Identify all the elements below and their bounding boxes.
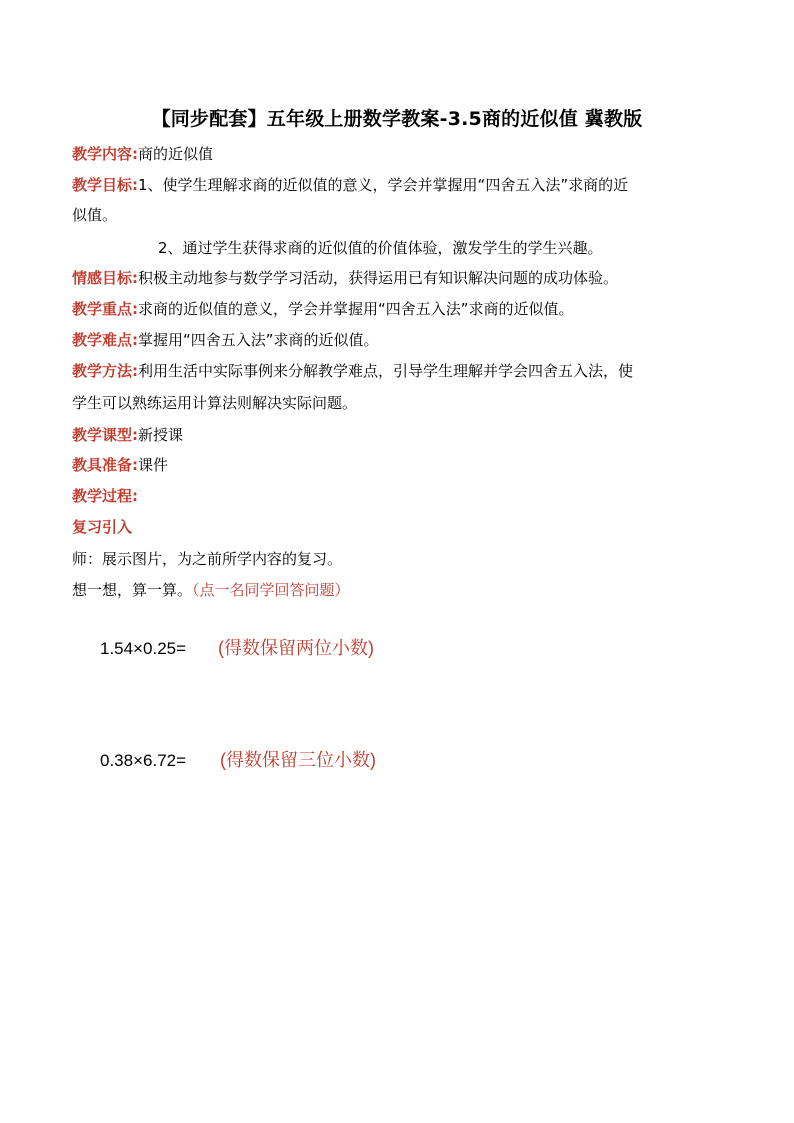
key-points-label: 教学重点: [72,300,138,318]
problem-1-expression: 1.54×0.25= [100,639,187,658]
think-text: 想一想，算一算。 [72,581,193,599]
page-title: 【同步配套】五年级上册数学教案-3.5商的近似值 冀教版 [151,108,643,130]
teaching-goals-label: 教学目标: [72,176,138,194]
difficulty-line [72,330,732,350]
teaching-content-text: 商的近似值 [138,145,214,163]
tools-line [72,455,732,475]
key-points-line [72,299,732,319]
tools-label: 教具准备: [72,456,138,474]
teaching-goals-text-2: 2、通过学生获得求商的近似值的价值体验，激发学生的学生兴趣。 [158,239,603,257]
teaching-goals-text-1: 1、使学生理解求商的近似值的意义，学会并掌握用“四舍五入法”求商的近 [138,176,629,194]
problem-2-note: (得数保留三位小数) [220,750,377,770]
emotion-goals-text: 积极主动地参与数学学习活动，获得运用已有知识解决问题的成功体验。 [138,269,619,287]
problem-2-expression: 0.38×6.72= [100,751,187,770]
teaching-content-label: 教学内容: [72,145,138,163]
process-line [72,486,732,506]
problem-1 [100,634,374,660]
tools-text: 课件 [138,456,169,474]
key-points-text: 求商的近似值的意义，学会并掌握用“四舍五入法”求商的近似值。 [138,300,574,318]
emotion-goals-line [72,268,732,288]
teaching-goals-continuation: 似值。 [72,206,118,224]
method-line [72,361,732,381]
method-text-1: 利用生活中实际事例来分解教学难点，引导学生理解并学会四舍五入法，使 [138,362,634,380]
teacher-line: 师：展示图片，为之前所学内容的复习。 [72,550,343,568]
problem-2 [100,746,376,772]
teaching-goals-line [72,175,732,195]
review-line [72,517,732,537]
method-label: 教学方法: [72,362,138,380]
teaching-content-line [72,144,732,164]
lesson-type-line [72,425,732,445]
method-continuation: 学生可以熟练运用计算法则解决实际问题。 [72,394,358,412]
review-label: 复习引入 [72,518,133,536]
problem-1-note: (得数保留两位小数) [218,638,375,658]
think-line [72,580,732,600]
emotion-goals-label: 情感目标: [72,269,138,287]
difficulty-text: 掌握用“四舍五入法”求商的近似值。 [138,331,379,349]
lesson-type-text: 新授课 [138,426,184,444]
lesson-type-label: 教学课型: [72,426,138,444]
think-note: （点一名同学回答问题） [192,581,350,599]
process-label: 教学过程: [72,487,138,505]
difficulty-label: 教学难点: [72,331,138,349]
